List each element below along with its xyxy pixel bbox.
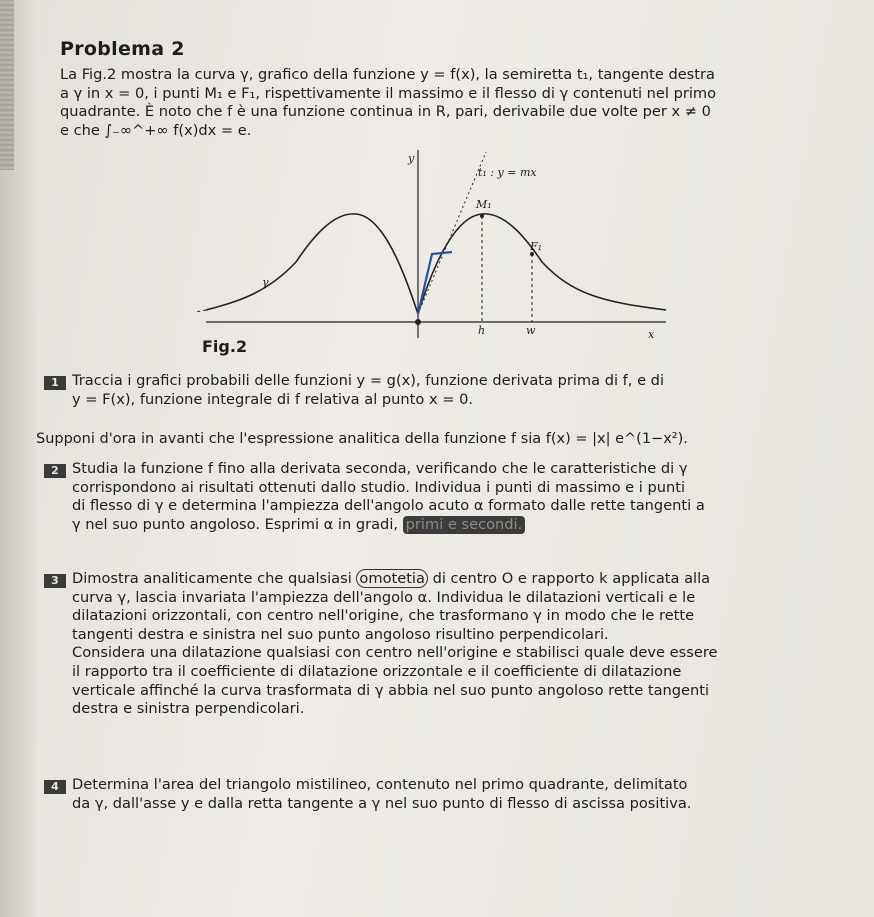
h-tick-label: h bbox=[478, 324, 486, 337]
question-3 bbox=[72, 570, 832, 719]
origin-point bbox=[415, 319, 421, 325]
figure-caption: Fig.2 bbox=[202, 337, 248, 356]
question-2-line: corrispondono ai risultati ottenuti dallo studio. Individua i punti di massimo e i punti bbox=[72, 478, 686, 496]
intro-paragraph bbox=[60, 66, 830, 140]
problem-title: Problema 2 bbox=[60, 38, 185, 60]
question-4 bbox=[72, 776, 832, 813]
x-axis-label: x bbox=[648, 328, 655, 341]
tangent-label: t₁ : y = mx bbox=[478, 166, 537, 179]
w-tick-label: w bbox=[526, 324, 536, 337]
curve-label: γ bbox=[262, 276, 269, 289]
question-3-line: destra e sinistra perpendicolari. bbox=[72, 700, 305, 718]
question-3-line: Dimostra analiticamente che qualsiasi bbox=[72, 570, 352, 587]
max-point-label: M₁ bbox=[476, 198, 492, 211]
question-3-line: curva γ, lascia invariata l'ampiezza dell'angolo α. Individua le dilatazioni verticali e le bbox=[72, 588, 696, 606]
supposition-line: Supponi d'ora in avanti che l'espressione analitica della funzione f sia f(x) = |x| e^(1−x²). bbox=[36, 431, 688, 447]
question-2-line: Studia la funzione f fino alla derivata seconda, verificando che le caratteristiche di γ bbox=[72, 460, 688, 477]
binding-strip bbox=[0, 0, 14, 170]
y-axis-label: y bbox=[408, 152, 415, 165]
curve-extension bbox=[196, 310, 206, 312]
question-1-line: Traccia i grafici probabili delle funzioni y = g(x), funzione derivata prima di f, e di bbox=[72, 372, 665, 389]
intro-line: e che ∫₋∞^+∞ f(x)dx = e. bbox=[60, 121, 252, 139]
question-2-last-line bbox=[72, 516, 832, 535]
question-2 bbox=[72, 460, 832, 534]
max-point bbox=[480, 214, 484, 218]
question-1-line: y = F(x), funzione integrale di f relativa al punto x = 0. bbox=[72, 390, 474, 408]
question-3-line: dilatazioni orizzontali, con centro nell'origine, che trasformano γ in modo che le rette bbox=[72, 607, 695, 625]
figure-2-graph bbox=[196, 142, 676, 342]
question-1 bbox=[72, 372, 832, 409]
question-2-badge: 2 bbox=[44, 464, 66, 478]
question-4-line: Determina l'area del triangolo mistilineo, contenuto nel primo quadrante, delimitato bbox=[72, 776, 688, 793]
struck-out-text: primi e secondi. bbox=[403, 516, 526, 535]
intro-line: quadrante. È noto che f è una funzione continua in R, pari, derivabile due volte per x ≠ 0 bbox=[60, 103, 711, 121]
inflection-label: F₁ bbox=[530, 240, 543, 253]
pen-mark bbox=[418, 252, 452, 314]
question-3-line: verticale affinché la curva trasformata di γ abbia nel suo punto angoloso rette tangenti bbox=[72, 681, 710, 699]
question-1-badge: 1 bbox=[44, 376, 66, 390]
intro-line: La Fig.2 mostra la curva γ, grafico della funzione y = f(x), la semiretta t₁, tangente destra bbox=[60, 66, 715, 83]
tangent-t1 bbox=[418, 152, 486, 314]
question-4-badge: 4 bbox=[44, 780, 66, 794]
question-3-badge: 3 bbox=[44, 574, 66, 588]
curve-gamma-left bbox=[206, 214, 418, 314]
question-4-line: da γ, dall'asse y e dalla retta tangente a γ nel suo punto di flesso di ascissa positiva. bbox=[72, 794, 692, 812]
question-3-line: tangenti destra e sinistra nel suo punto angoloso risultino perpendicolari. bbox=[72, 625, 609, 643]
circled-word: omotetia bbox=[356, 569, 428, 588]
question-2-line: γ nel suo punto angoloso. Esprimi α in gradi, bbox=[72, 515, 399, 533]
question-3-line: di centro O e rapporto k applicata alla bbox=[432, 570, 711, 587]
question-3-line: il rapporto tra il coefficiente di dilatazione orizzontale e il coefficiente di dilatazione bbox=[72, 662, 682, 680]
question-2-line: di flesso di γ e determina l'ampiezza dell'angolo acuto α formato dalle rette tangenti a bbox=[72, 497, 705, 515]
question-3-first-line bbox=[72, 570, 832, 589]
intro-line: a γ in x = 0, i punti M₁ e F₁, rispettivamente il massimo e il flesso di γ contenuti nel primo bbox=[60, 84, 717, 102]
curve-gamma-right bbox=[418, 214, 666, 314]
question-3-line: Considera una dilatazione qualsiasi con centro nell'origine e stabilisci quale deve essere bbox=[72, 644, 718, 662]
